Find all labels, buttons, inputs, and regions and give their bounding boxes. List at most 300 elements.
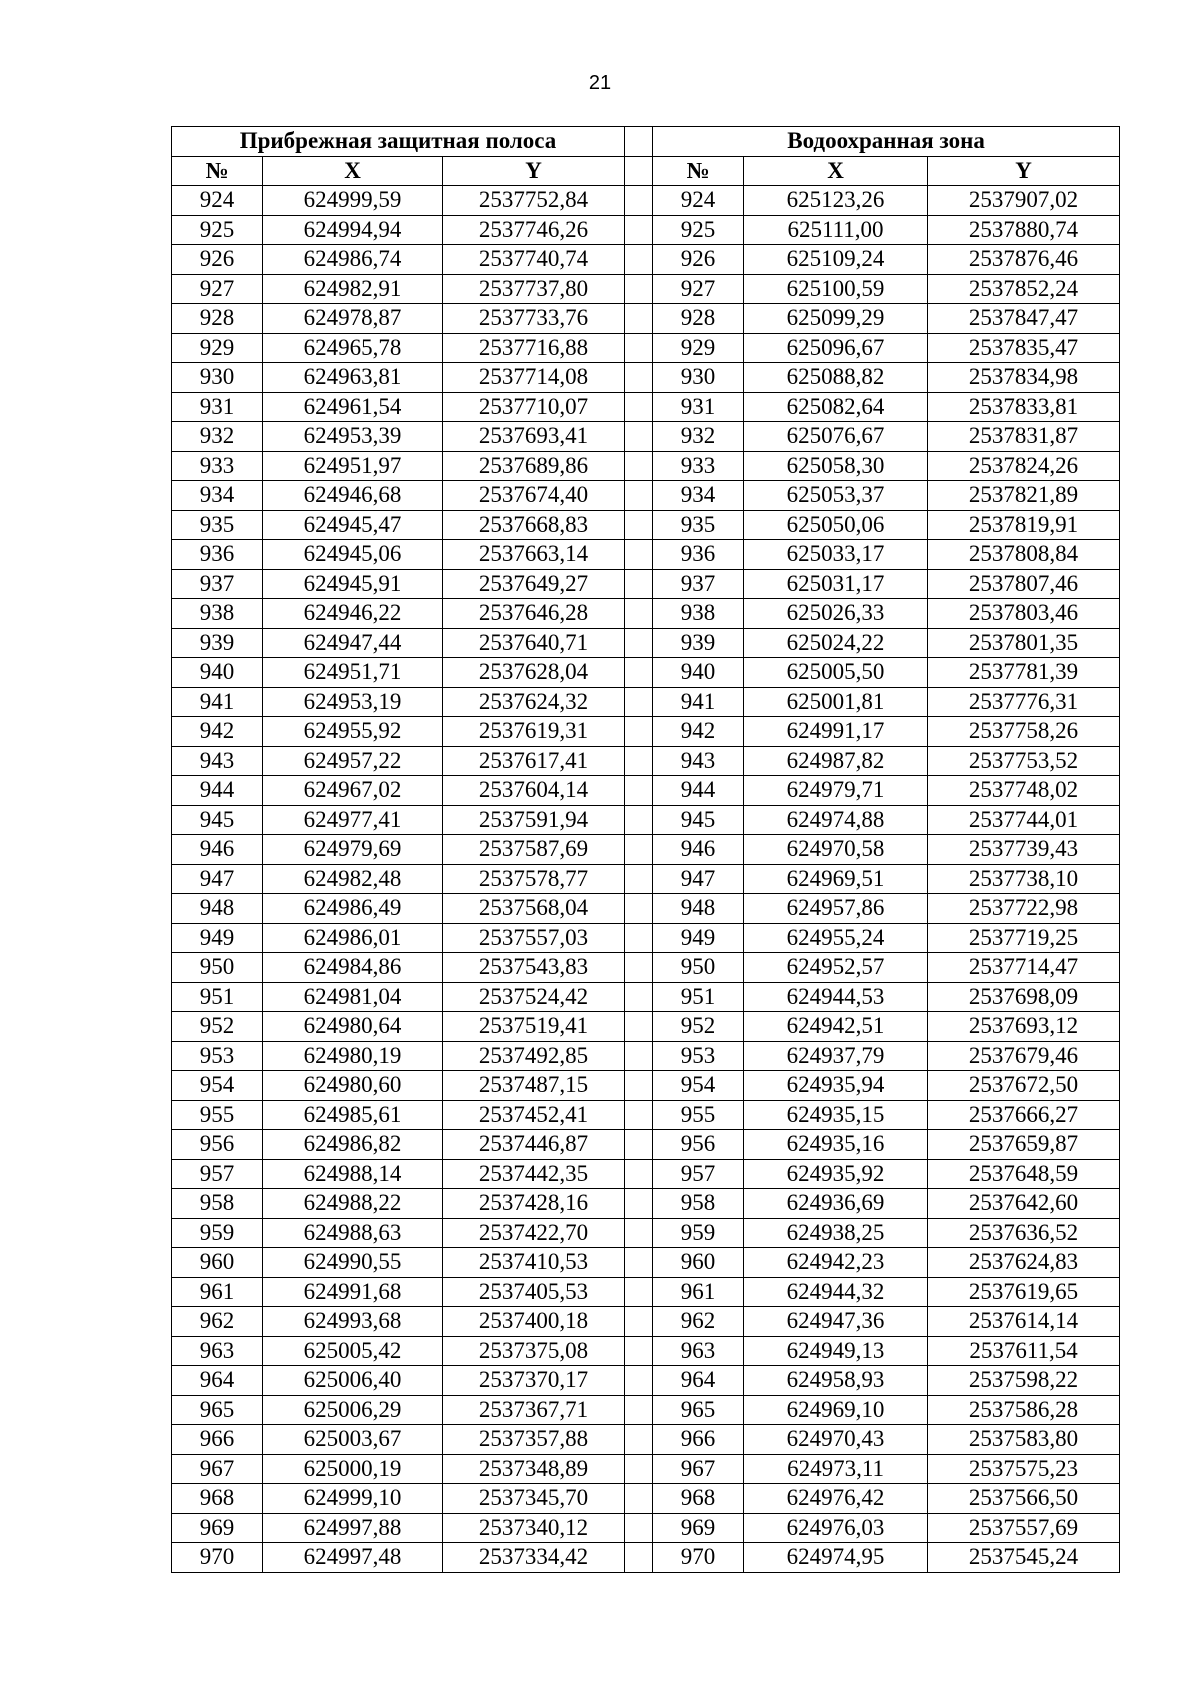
column-gap — [625, 923, 653, 953]
left-x-cell: 624994,94 — [263, 215, 443, 245]
right-x-cell: 624944,53 — [744, 982, 928, 1012]
right-number-cell: 939 — [653, 628, 744, 658]
right-y-cell: 2537852,24 — [928, 274, 1120, 304]
left-y-cell: 2537442,35 — [443, 1159, 625, 1189]
right-section-title: Водоохранная зона — [653, 127, 1120, 157]
column-gap — [625, 658, 653, 688]
left-number-cell: 969 — [172, 1513, 263, 1543]
left-number-cell: 931 — [172, 392, 263, 422]
left-y-cell: 2537649,27 — [443, 569, 625, 599]
left-number-cell: 928 — [172, 304, 263, 334]
right-number-cell: 931 — [653, 392, 744, 422]
left-x-cell: 625006,40 — [263, 1366, 443, 1396]
right-x-cell: 625096,67 — [744, 333, 928, 363]
right-x-cell: 625033,17 — [744, 540, 928, 570]
left-x-cell: 624981,04 — [263, 982, 443, 1012]
left-x-cell: 624977,41 — [263, 805, 443, 835]
left-y-cell: 2537492,85 — [443, 1041, 625, 1071]
left-number-cell: 958 — [172, 1189, 263, 1219]
left-number-cell: 951 — [172, 982, 263, 1012]
column-gap — [625, 599, 653, 629]
right-x-cell: 624952,57 — [744, 953, 928, 983]
table-row — [172, 392, 1120, 422]
left-number-cell: 964 — [172, 1366, 263, 1396]
left-y-cell: 2537428,16 — [443, 1189, 625, 1219]
left-x-cell: 624982,91 — [263, 274, 443, 304]
right-y-cell: 2537557,69 — [928, 1513, 1120, 1543]
right-x-cell: 624936,69 — [744, 1189, 928, 1219]
left-x-cell: 624951,97 — [263, 451, 443, 481]
right-x-cell: 625109,24 — [744, 245, 928, 275]
right-x-cell: 625024,22 — [744, 628, 928, 658]
right-y-header: Y — [928, 156, 1120, 186]
left-y-cell: 2537543,83 — [443, 953, 625, 983]
left-y-cell: 2537519,41 — [443, 1012, 625, 1042]
right-y-cell: 2537611,54 — [928, 1336, 1120, 1366]
right-number-cell: 957 — [653, 1159, 744, 1189]
right-x-cell: 624947,36 — [744, 1307, 928, 1337]
right-x-cell: 625050,06 — [744, 510, 928, 540]
column-gap — [625, 835, 653, 865]
right-y-cell: 2537907,02 — [928, 186, 1120, 216]
left-number-cell: 944 — [172, 776, 263, 806]
right-x-cell: 624987,82 — [744, 746, 928, 776]
left-number-cell: 945 — [172, 805, 263, 835]
right-number-cell: 949 — [653, 923, 744, 953]
table-row — [172, 1041, 1120, 1071]
right-x-cell: 624958,93 — [744, 1366, 928, 1396]
right-y-cell: 2537714,47 — [928, 953, 1120, 983]
left-number-cell: 956 — [172, 1130, 263, 1160]
right-y-cell: 2537693,12 — [928, 1012, 1120, 1042]
right-y-cell: 2537821,89 — [928, 481, 1120, 511]
table-row — [172, 1395, 1120, 1425]
left-y-cell: 2537640,71 — [443, 628, 625, 658]
right-x-header: X — [744, 156, 928, 186]
right-y-cell: 2537753,52 — [928, 746, 1120, 776]
table-row — [172, 1248, 1120, 1278]
left-number-cell: 937 — [172, 569, 263, 599]
column-gap — [625, 1248, 653, 1278]
right-x-cell: 624942,23 — [744, 1248, 928, 1278]
table-row — [172, 1543, 1120, 1573]
right-y-cell: 2537586,28 — [928, 1395, 1120, 1425]
column-gap — [625, 1425, 653, 1455]
left-y-cell: 2537710,07 — [443, 392, 625, 422]
left-number-cell: 955 — [172, 1100, 263, 1130]
table-row — [172, 1513, 1120, 1543]
left-y-cell: 2537693,41 — [443, 422, 625, 452]
right-number-cell: 927 — [653, 274, 744, 304]
left-x-cell: 624963,81 — [263, 363, 443, 393]
left-x-cell: 624980,64 — [263, 1012, 443, 1042]
right-number-cell: 955 — [653, 1100, 744, 1130]
column-gap — [625, 1100, 653, 1130]
left-y-cell: 2537557,03 — [443, 923, 625, 953]
right-x-cell: 625001,81 — [744, 687, 928, 717]
left-y-cell: 2537714,08 — [443, 363, 625, 393]
left-x-cell: 624980,19 — [263, 1041, 443, 1071]
column-gap — [625, 1041, 653, 1071]
right-number-header: № — [653, 156, 744, 186]
right-y-cell: 2537738,10 — [928, 864, 1120, 894]
right-x-cell: 624973,11 — [744, 1454, 928, 1484]
table-row — [172, 628, 1120, 658]
column-gap — [625, 422, 653, 452]
left-x-cell: 624982,48 — [263, 864, 443, 894]
right-x-cell: 624935,16 — [744, 1130, 928, 1160]
right-number-cell: 925 — [653, 215, 744, 245]
right-number-cell: 930 — [653, 363, 744, 393]
right-x-cell: 624991,17 — [744, 717, 928, 747]
right-number-cell: 958 — [653, 1189, 744, 1219]
right-number-cell: 929 — [653, 333, 744, 363]
right-x-cell: 625099,29 — [744, 304, 928, 334]
right-number-cell: 960 — [653, 1248, 744, 1278]
table-row — [172, 1130, 1120, 1160]
table-row — [172, 1454, 1120, 1484]
left-x-cell: 624961,54 — [263, 392, 443, 422]
right-y-cell: 2537808,84 — [928, 540, 1120, 570]
left-y-cell: 2537740,74 — [443, 245, 625, 275]
left-number-cell: 959 — [172, 1218, 263, 1248]
left-number-cell: 968 — [172, 1484, 263, 1514]
left-number-cell: 932 — [172, 422, 263, 452]
right-y-cell: 2537624,83 — [928, 1248, 1120, 1278]
left-y-cell: 2537340,12 — [443, 1513, 625, 1543]
table-row — [172, 422, 1120, 452]
right-y-cell: 2537758,26 — [928, 717, 1120, 747]
right-number-cell: 952 — [653, 1012, 744, 1042]
right-number-cell: 961 — [653, 1277, 744, 1307]
right-number-cell: 948 — [653, 894, 744, 924]
left-number-cell: 970 — [172, 1543, 263, 1573]
left-number-cell: 949 — [172, 923, 263, 953]
left-y-cell: 2537737,80 — [443, 274, 625, 304]
right-x-cell: 625058,30 — [744, 451, 928, 481]
right-number-cell: 970 — [653, 1543, 744, 1573]
right-x-cell: 624979,71 — [744, 776, 928, 806]
left-number-cell: 939 — [172, 628, 263, 658]
left-y-cell: 2537524,42 — [443, 982, 625, 1012]
left-y-cell: 2537624,32 — [443, 687, 625, 717]
right-number-cell: 954 — [653, 1071, 744, 1101]
table-row — [172, 569, 1120, 599]
left-x-cell: 624955,92 — [263, 717, 443, 747]
right-y-cell: 2537781,39 — [928, 658, 1120, 688]
right-y-cell: 2537876,46 — [928, 245, 1120, 275]
right-number-cell: 967 — [653, 1454, 744, 1484]
column-gap — [625, 156, 653, 186]
column-gap — [625, 1336, 653, 1366]
right-x-cell: 624935,15 — [744, 1100, 928, 1130]
right-x-cell: 624974,95 — [744, 1543, 928, 1573]
table-row — [172, 510, 1120, 540]
table-row — [172, 717, 1120, 747]
left-y-cell: 2537617,41 — [443, 746, 625, 776]
left-number-cell: 957 — [172, 1159, 263, 1189]
left-y-cell: 2537568,04 — [443, 894, 625, 924]
left-y-header: Y — [443, 156, 625, 186]
right-number-cell: 964 — [653, 1366, 744, 1396]
table-row — [172, 304, 1120, 334]
column-gap — [625, 569, 653, 599]
right-x-cell: 624970,58 — [744, 835, 928, 865]
left-number-cell: 936 — [172, 540, 263, 570]
column-gap — [625, 1513, 653, 1543]
left-x-cell: 625005,42 — [263, 1336, 443, 1366]
left-y-cell: 2537370,17 — [443, 1366, 625, 1396]
right-y-cell: 2537672,50 — [928, 1071, 1120, 1101]
left-y-cell: 2537578,77 — [443, 864, 625, 894]
table-row — [172, 1366, 1120, 1396]
right-x-cell: 624969,10 — [744, 1395, 928, 1425]
left-number-cell: 954 — [172, 1071, 263, 1101]
column-gap — [625, 1484, 653, 1514]
table-row — [172, 1336, 1120, 1366]
right-number-cell: 942 — [653, 717, 744, 747]
left-x-cell: 624999,59 — [263, 186, 443, 216]
right-number-cell: 962 — [653, 1307, 744, 1337]
right-number-cell: 969 — [653, 1513, 744, 1543]
column-gap — [625, 1395, 653, 1425]
table-row — [172, 953, 1120, 983]
column-gap — [625, 894, 653, 924]
left-y-cell: 2537357,88 — [443, 1425, 625, 1455]
column-gap — [625, 363, 653, 393]
column-gap — [625, 451, 653, 481]
table-row — [172, 894, 1120, 924]
left-y-cell: 2537487,15 — [443, 1071, 625, 1101]
left-x-cell: 624946,68 — [263, 481, 443, 511]
table-row — [172, 215, 1120, 245]
left-y-cell: 2537716,88 — [443, 333, 625, 363]
table-row — [172, 805, 1120, 835]
table-row — [172, 1307, 1120, 1337]
left-x-cell: 624953,39 — [263, 422, 443, 452]
table-row — [172, 1218, 1120, 1248]
left-x-cell: 624984,86 — [263, 953, 443, 983]
right-number-cell: 945 — [653, 805, 744, 835]
column-gap — [625, 304, 653, 334]
column-gap — [625, 274, 653, 304]
left-x-cell: 624988,22 — [263, 1189, 443, 1219]
left-y-cell: 2537604,14 — [443, 776, 625, 806]
left-x-cell: 624986,82 — [263, 1130, 443, 1160]
table-row — [172, 481, 1120, 511]
right-y-cell: 2537824,26 — [928, 451, 1120, 481]
right-x-cell: 624957,86 — [744, 894, 928, 924]
left-number-cell: 925 — [172, 215, 263, 245]
column-gap — [625, 864, 653, 894]
column-gap — [625, 1366, 653, 1396]
right-number-cell: 928 — [653, 304, 744, 334]
left-y-cell: 2537334,42 — [443, 1543, 625, 1573]
left-x-cell: 625003,67 — [263, 1425, 443, 1455]
right-x-cell: 624935,92 — [744, 1159, 928, 1189]
left-number-cell: 965 — [172, 1395, 263, 1425]
right-y-cell: 2537748,02 — [928, 776, 1120, 806]
right-x-cell: 625076,67 — [744, 422, 928, 452]
column-gap — [625, 628, 653, 658]
right-number-cell: 943 — [653, 746, 744, 776]
right-y-cell: 2537719,25 — [928, 923, 1120, 953]
table-row — [172, 1100, 1120, 1130]
table-row — [172, 864, 1120, 894]
right-number-cell: 937 — [653, 569, 744, 599]
right-y-cell: 2537831,87 — [928, 422, 1120, 452]
right-number-cell: 956 — [653, 1130, 744, 1160]
right-number-cell: 936 — [653, 540, 744, 570]
left-y-cell: 2537646,28 — [443, 599, 625, 629]
left-x-cell: 624965,78 — [263, 333, 443, 363]
column-gap — [625, 510, 653, 540]
left-y-cell: 2537405,53 — [443, 1277, 625, 1307]
right-x-cell: 624944,32 — [744, 1277, 928, 1307]
column-gap — [625, 805, 653, 835]
right-number-cell: 932 — [653, 422, 744, 452]
right-number-cell: 940 — [653, 658, 744, 688]
right-y-cell: 2537575,23 — [928, 1454, 1120, 1484]
left-y-cell: 2537410,53 — [443, 1248, 625, 1278]
column-gap — [625, 1543, 653, 1573]
left-number-cell: 929 — [172, 333, 263, 363]
table-row — [172, 746, 1120, 776]
left-number-cell: 948 — [172, 894, 263, 924]
left-number-cell: 933 — [172, 451, 263, 481]
left-x-cell: 624999,10 — [263, 1484, 443, 1514]
left-number-cell: 926 — [172, 245, 263, 275]
column-header-row — [172, 156, 1120, 186]
right-number-cell: 951 — [653, 982, 744, 1012]
left-number-cell: 941 — [172, 687, 263, 717]
left-number-cell: 963 — [172, 1336, 263, 1366]
table-row — [172, 1071, 1120, 1101]
left-x-header: X — [263, 156, 443, 186]
right-number-cell: 966 — [653, 1425, 744, 1455]
left-number-cell: 942 — [172, 717, 263, 747]
left-x-cell: 624945,06 — [263, 540, 443, 570]
right-x-cell: 624937,79 — [744, 1041, 928, 1071]
left-x-cell: 624945,47 — [263, 510, 443, 540]
coordinates-table — [171, 126, 1120, 1573]
column-gap — [625, 1218, 653, 1248]
right-number-cell: 941 — [653, 687, 744, 717]
right-y-cell: 2537776,31 — [928, 687, 1120, 717]
right-y-cell: 2537679,46 — [928, 1041, 1120, 1071]
left-x-cell: 624988,63 — [263, 1218, 443, 1248]
right-x-cell: 625031,17 — [744, 569, 928, 599]
right-number-cell: 938 — [653, 599, 744, 629]
table-row — [172, 687, 1120, 717]
left-x-cell: 625000,19 — [263, 1454, 443, 1484]
right-number-cell: 934 — [653, 481, 744, 511]
left-x-cell: 624997,48 — [263, 1543, 443, 1573]
left-number-cell: 953 — [172, 1041, 263, 1071]
left-x-cell: 624951,71 — [263, 658, 443, 688]
right-x-cell: 624970,43 — [744, 1425, 928, 1455]
column-gap — [625, 481, 653, 511]
left-number-cell: 962 — [172, 1307, 263, 1337]
right-x-cell: 624938,25 — [744, 1218, 928, 1248]
right-x-cell: 625026,33 — [744, 599, 928, 629]
column-gap — [625, 245, 653, 275]
left-x-cell: 624946,22 — [263, 599, 443, 629]
left-x-cell: 624957,22 — [263, 746, 443, 776]
right-x-cell: 624976,42 — [744, 1484, 928, 1514]
table-row — [172, 835, 1120, 865]
left-x-cell: 624986,49 — [263, 894, 443, 924]
column-gap — [625, 392, 653, 422]
left-y-cell: 2537587,69 — [443, 835, 625, 865]
right-y-cell: 2537803,46 — [928, 599, 1120, 629]
table-row — [172, 1277, 1120, 1307]
table-row — [172, 333, 1120, 363]
right-y-cell: 2537648,59 — [928, 1159, 1120, 1189]
right-x-cell: 624955,24 — [744, 923, 928, 953]
column-gap — [625, 982, 653, 1012]
table-row — [172, 982, 1120, 1012]
right-x-cell: 624969,51 — [744, 864, 928, 894]
left-number-cell: 938 — [172, 599, 263, 629]
right-y-cell: 2537614,14 — [928, 1307, 1120, 1337]
left-y-cell: 2537452,41 — [443, 1100, 625, 1130]
table-row — [172, 1012, 1120, 1042]
right-y-cell: 2537880,74 — [928, 215, 1120, 245]
left-x-cell: 624967,02 — [263, 776, 443, 806]
right-x-cell: 625100,59 — [744, 274, 928, 304]
left-number-cell: 935 — [172, 510, 263, 540]
left-x-cell: 624993,68 — [263, 1307, 443, 1337]
right-number-cell: 950 — [653, 953, 744, 983]
right-y-cell: 2537659,87 — [928, 1130, 1120, 1160]
left-x-cell: 624997,88 — [263, 1513, 443, 1543]
right-y-cell: 2537739,43 — [928, 835, 1120, 865]
column-gap — [625, 1454, 653, 1484]
right-x-cell: 624976,03 — [744, 1513, 928, 1543]
left-number-cell: 960 — [172, 1248, 263, 1278]
column-gap — [625, 717, 653, 747]
left-x-cell: 624979,69 — [263, 835, 443, 865]
right-y-cell: 2537636,52 — [928, 1218, 1120, 1248]
left-y-cell: 2537746,26 — [443, 215, 625, 245]
right-number-cell: 959 — [653, 1218, 744, 1248]
left-y-cell: 2537400,18 — [443, 1307, 625, 1337]
right-y-cell: 2537801,35 — [928, 628, 1120, 658]
table-row — [172, 923, 1120, 953]
column-gap — [625, 540, 653, 570]
left-y-cell: 2537619,31 — [443, 717, 625, 747]
left-number-cell: 946 — [172, 835, 263, 865]
left-x-cell: 624986,74 — [263, 245, 443, 275]
left-y-cell: 2537674,40 — [443, 481, 625, 511]
left-y-cell: 2537733,76 — [443, 304, 625, 334]
left-number-cell: 952 — [172, 1012, 263, 1042]
right-number-cell: 968 — [653, 1484, 744, 1514]
table-row — [172, 776, 1120, 806]
column-gap — [625, 687, 653, 717]
column-gap — [625, 1307, 653, 1337]
table-row — [172, 245, 1120, 275]
left-number-header: № — [172, 156, 263, 186]
column-gap — [625, 333, 653, 363]
right-x-cell: 624949,13 — [744, 1336, 928, 1366]
left-number-cell: 961 — [172, 1277, 263, 1307]
table-body — [172, 186, 1120, 1573]
left-x-cell: 624947,44 — [263, 628, 443, 658]
table-row — [172, 186, 1120, 216]
right-y-cell: 2537807,46 — [928, 569, 1120, 599]
